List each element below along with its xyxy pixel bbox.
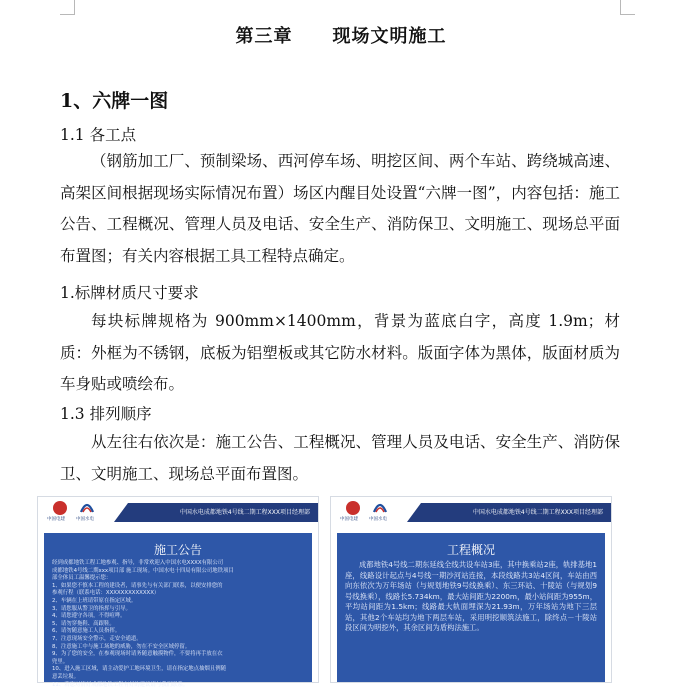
notice-line: 意丢垃圾。 xyxy=(52,674,304,682)
chapter-number: 第三章 xyxy=(236,26,293,47)
notice-line: 4、请您遵守各项，不得喧哗。 xyxy=(52,613,304,621)
section-heading-1: 1、六牌一图 xyxy=(60,86,168,113)
notice-board-image xyxy=(37,496,319,683)
subsection-heading-sign-material: 1.标牌材质尺寸要求 xyxy=(60,281,199,303)
overview-title: 工程概况 xyxy=(337,541,605,558)
notice-line: 成都地铁4号线二期xxx项目部 施工现场。中国水电十四局有限公司地铁项目 xyxy=(52,568,304,576)
subsection-heading-work-sites: 1.1 各工点 xyxy=(60,123,136,145)
chapter-name: 现场文明施工 xyxy=(333,26,447,47)
sinohydro-logo-icon xyxy=(80,502,94,514)
sinohydro-logo-icon xyxy=(373,502,387,514)
board-header-text: 中国水电成都地铁4号线二期工程XXX项目经理部 xyxy=(128,503,318,522)
notice-body xyxy=(52,560,304,689)
paragraph-sign-material: 每块标牌规格为 900mm×1400mm，背景为蓝底白字，高度 1.9m；材质：外框为不锈钢，底板为铝塑板或其它防水材料。版面字体为黑体，版面材质为车身贴或喷绘布。 xyxy=(60,306,620,401)
notice-line: 2、车辆在上班请带原在指定区域。 xyxy=(52,598,304,606)
notice-line: 经到成都地铁工程工地参观、指导，非常欢迎入中国水电XXXX有限公司 xyxy=(52,560,304,568)
notice-line: 兜里。 xyxy=(52,659,304,667)
subsection-heading-order: 1.3 排列顺序 xyxy=(60,402,152,424)
overview-body xyxy=(345,560,597,634)
powerchina-logo-icon xyxy=(346,501,360,515)
notice-line: 11、若您对情好成都地铁工程有好的建议请与我们联系。 xyxy=(52,682,304,689)
paragraph-order: 从左往右依次是：施工公告、工程概况、管理人员及电话、安全生产、消防保卫、文明施工、现场总平面布置图。 xyxy=(60,427,620,490)
company-logo xyxy=(337,501,407,525)
page-corner-mark xyxy=(60,0,75,15)
notice-line: 8、注意施工中与施工场地的威胁，勿在不安全区域停留。 xyxy=(52,644,304,652)
notice-line: 参观行程（联系电话：XXXXXXXXXXXXX） xyxy=(52,590,304,598)
chapter-title xyxy=(0,22,682,48)
notice-line: 1、如果您不慎本工程的建设者，请事先与有关部门联系，以便安排您的 xyxy=(52,583,304,591)
logo-text: 中国电建 xyxy=(340,516,358,522)
paragraph-work-sites: （钢筋加工厂、预制梁场、西河停车场、明挖区间、两个车站、跨绕城高速、高架区间根据现场实际情况布置）场区内醒目处设置“六牌一图”，内容包括：施工公告、工程概况、管理人员及电话、安全生产、消防保卫、文明施工、现场总平面布置图；有关内容根据工具工程特点确定。 xyxy=(60,146,620,272)
overview-board-image xyxy=(330,496,612,683)
notice-title: 施工公告 xyxy=(44,541,312,558)
logo-text: 中国水电 xyxy=(76,516,94,522)
logo-text: 中国水电 xyxy=(369,516,387,522)
notice-line: 6、请勿随意施工人员指挥。 xyxy=(52,628,304,636)
notice-line: 9、为了您的安全，在参观现场时请务随意触摸物件，不要将再手放在衣 xyxy=(52,651,304,659)
notice-line: 10、进入施工区域，请主动爱护工地环境卫生，请在指定地点抽烟且例随 xyxy=(52,666,304,674)
notice-line: 5、请勿穿拖鞋、高跟鞋。 xyxy=(52,621,304,629)
logo-text: 中国电建 xyxy=(47,516,65,522)
notice-line: 7、注意现场安全警示，走安全通道。 xyxy=(52,636,304,644)
board-header xyxy=(331,497,611,527)
board-header xyxy=(38,497,318,527)
board-header-text: 中国水电成都地铁4号线二期工程XXX项目经理部 xyxy=(421,503,611,522)
powerchina-logo-icon xyxy=(53,501,67,515)
notice-line: 部全体员工温馨提示您： xyxy=(52,575,304,583)
company-logo xyxy=(44,501,114,525)
overview-panel xyxy=(337,533,605,682)
page-corner-mark xyxy=(620,0,635,15)
overview-text: 成都地铁4号线二期东延线全线共设车站3座，其中换乘站2座，轨排基地1座，线路设计起点与4号线一期沙河站连接，本段线路共3站4区间，车站由西向东依次为万年场站（与规划地铁9号线换乘）、东三环站、十陵站（与规划9号线换乘），线路长5.734km，最大站间距为2200m，最小站间距为955m，平均站间距为1.5km；线路最大轨面埋深为21.93m，万年场站为地下三层站，其他2个车站均为地下两层车站，采用明挖顺筑法施工，除终点－十陵站段区间为明挖外，其余区间为盾构法施工。 xyxy=(345,560,597,634)
notice-panel xyxy=(44,533,312,682)
notice-line: 3、请您服从警卫的指挥与引导。 xyxy=(52,606,304,614)
